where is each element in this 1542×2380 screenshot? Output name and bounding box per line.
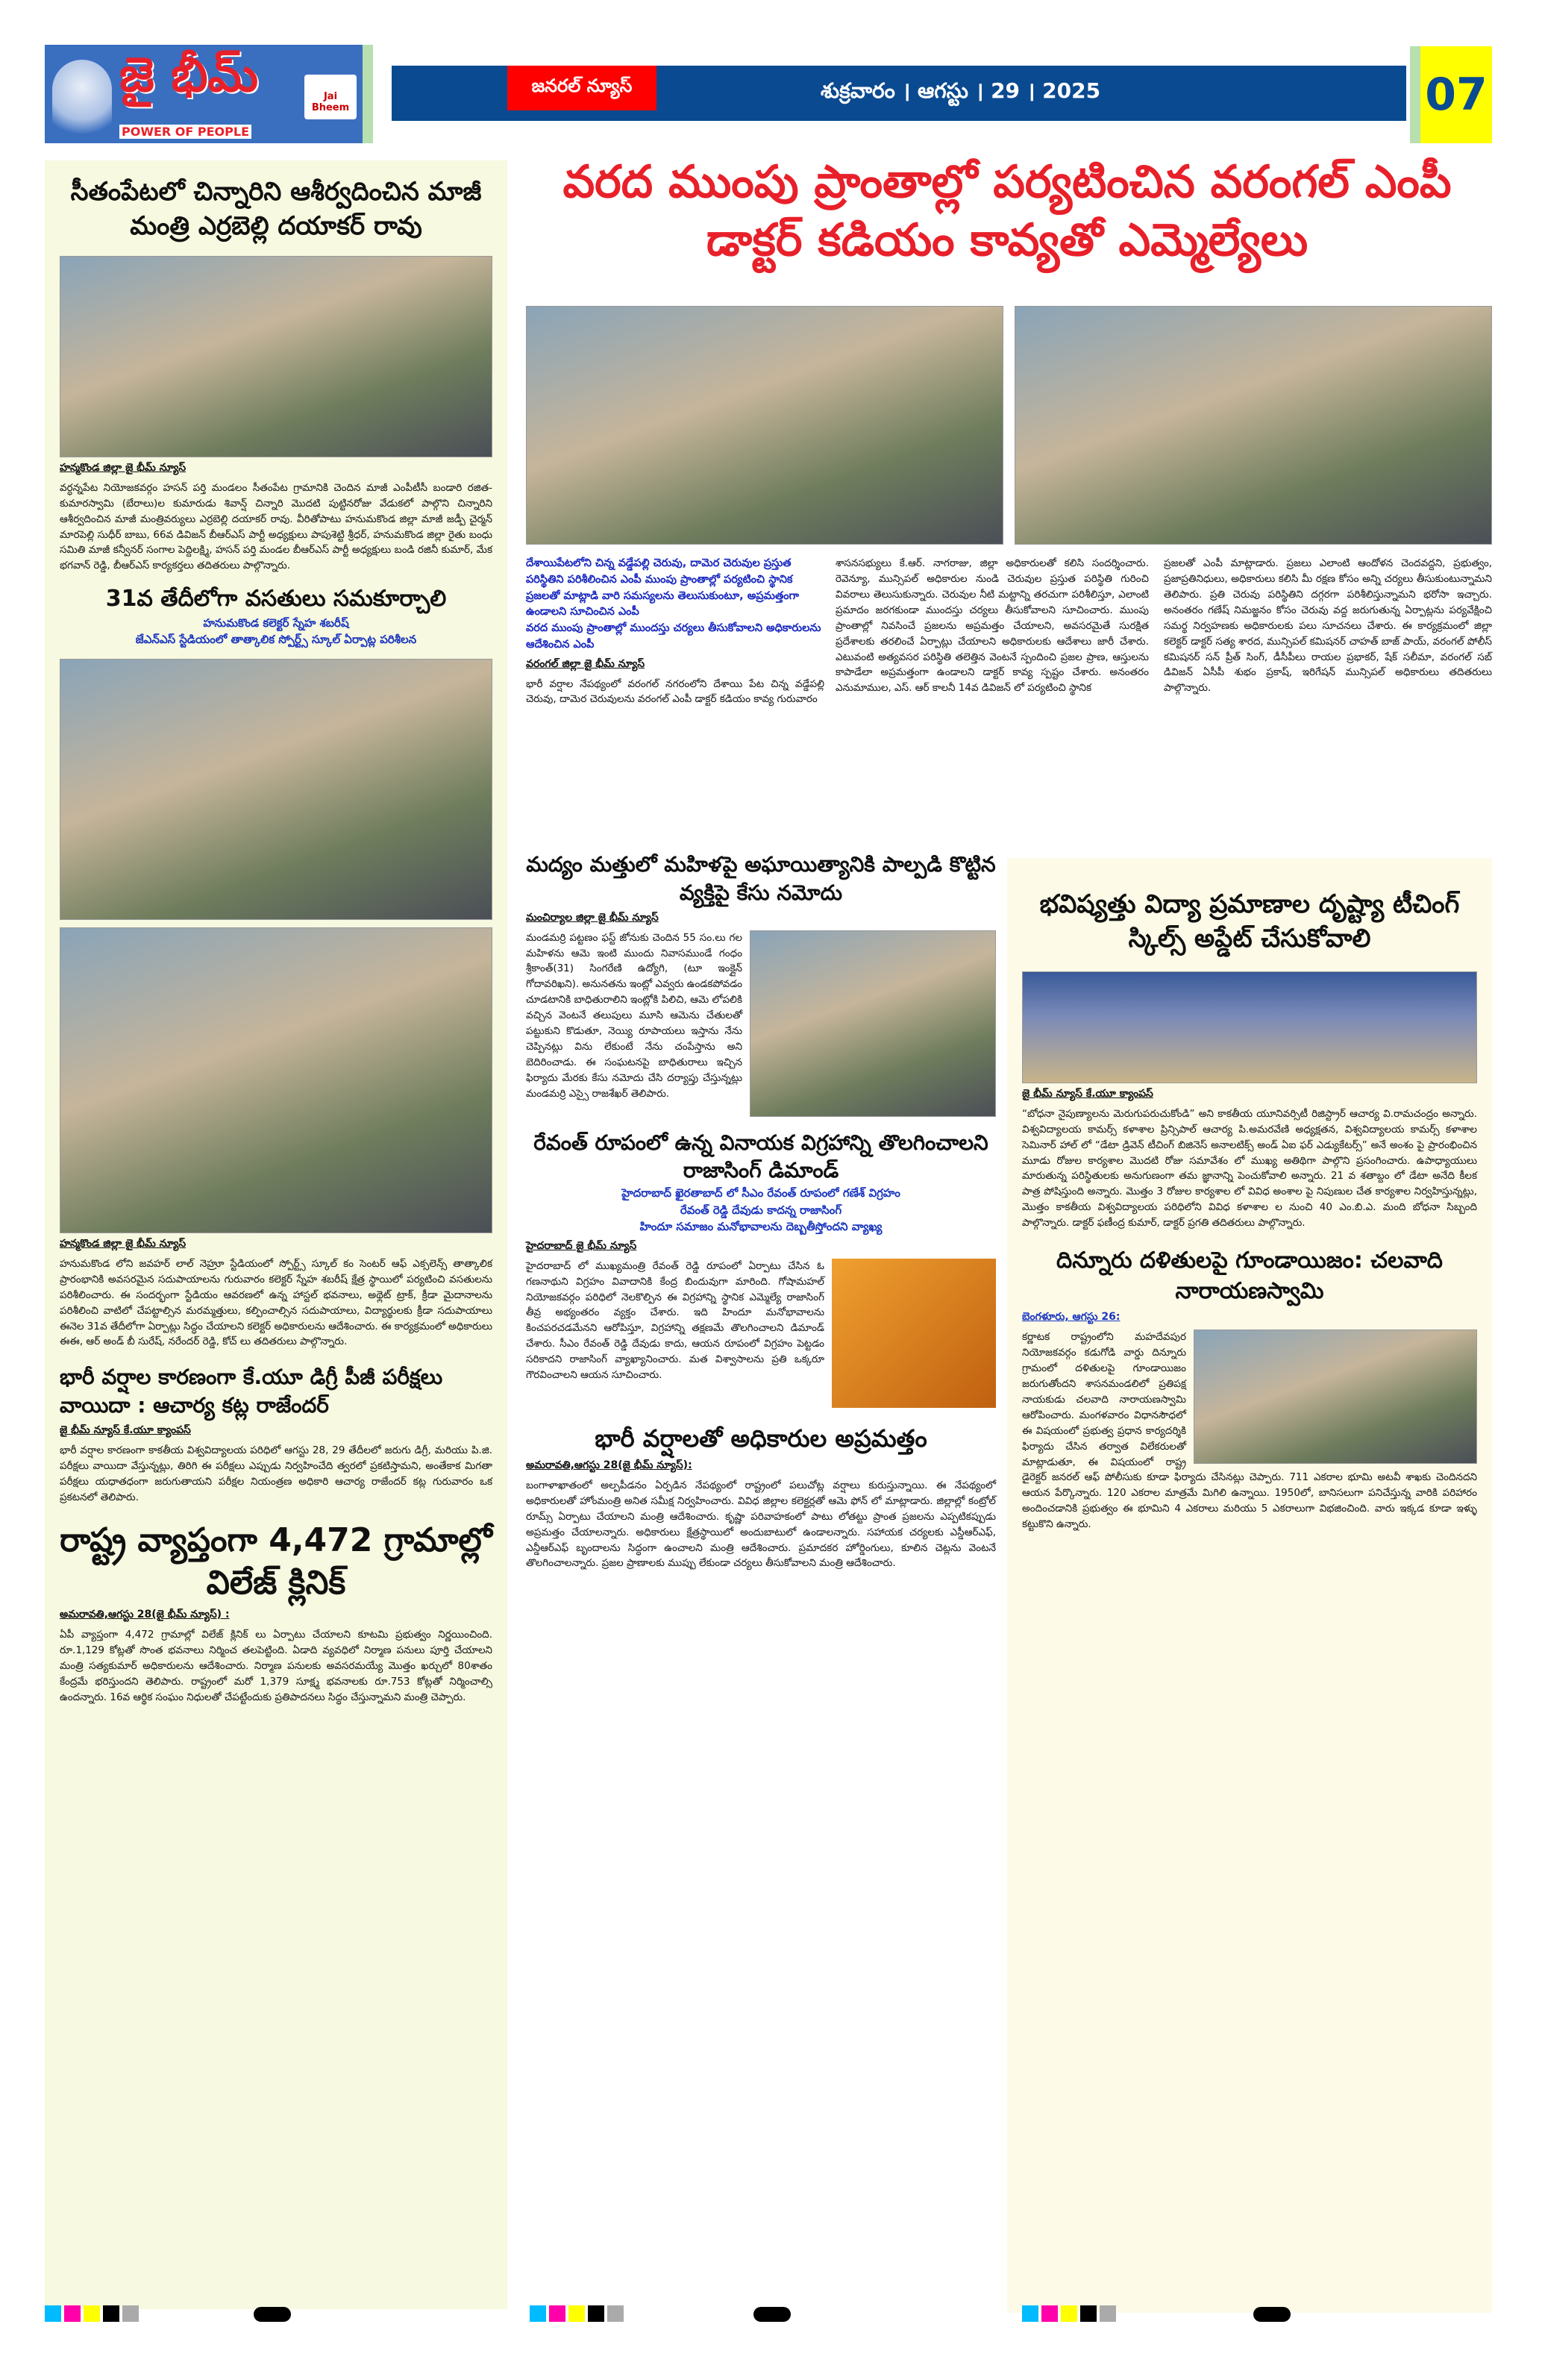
- byline: వరంగల్ జిల్లా జై భీమ్ న్యూస్: [526, 657, 645, 670]
- collector-inspection-photo: [60, 659, 492, 920]
- birthday-photo: [60, 256, 492, 457]
- masthead-logo: [45, 45, 373, 143]
- color-registration-mark: [45, 2305, 139, 2322]
- article-body: మండమర్రి పట్టణం ఫస్ట్ జోనుకు చెందిన 55 సం.లు గల మహిళను ఆమె ఇంటి ముందు నివాసముండే గంధం శ్రీకాంత్(31) సింగరేణి ఉద్యోగి, (టూ ఇంక్లైన్ గోదావరిఖని). అనునతను ఇంట్లో ఎవ్వరు ఉండకపోవడం చూడటానికి బాధితురాలిని ఇంట్లోకి పిలిచి, ఆమె లోపలికి వచ్చిన వెంటనే తలుపులు మూసి ఆమెను చేతులతో పట్టుకుని కొడుతూ, నెయ్యి రూపాయలు ఇస్తాను నేను చెప్పినట్లు విను లేకుంటే నేను చంపేస్తాను అని బెదిరించాడు. ఈ సంఘటనపై బాధితురాలు ఇచ్చిన ఫిర్యాదు మేరకు కేసు నమోదు చేసి దర్యాప్తు చేస్తున్నట్లు మండమర్రి ఎస్సై రాజశేఖర్ తెలిపారు.: [526, 931, 742, 1100]
- logo-badge: Jai Bheem: [304, 75, 357, 119]
- article-headline: రాష్ట్ర వ్యాప్తంగా 4,472 గ్రామాల్లో విలేజ్ క్లినిక్: [60, 1521, 492, 1602]
- subheading: హైదరాబాద్ ఖైరతాబాద్ లో సీఎం రేవంత్ రూపంలో గణేశ్ విగ్రహం: [621, 1186, 900, 1200]
- article-body: ఏపీ వ్యాప్తంగా 4,472 గ్రామాల్లో విలేజ్ క్లినిక్ లు ఏర్పాటు చేయాలని కూటమి ప్రభుత్వం నిర్ణయించింది. రూ.1,129 కోట్లతో సొంత భవనాలు నిర్మించ తలపెట్టింది. ఏడాది వ్యవధిలో నిర్మాణ పనులు పూర్తి చేయాలని మంత్రి సత్యకుమార్ అధికారులను ఆదేశించారు. నిర్మాణ పనులకు అవసరమయ్యే మొత్తం ఖర్చులో 80శాతం కేంద్రమే భరిస్తుందని తెలిపారు. రాష్ట్రంలో మరో 1,379 సూక్ష్మ భవనాలకు రూ.753 కోట్లతో నిర్మించాల్సి ఉందన్నారు. 16వ ఆర్థిక సంఘం నిధులతో చేపట్టేందుకు ప్రతిపాదనలు సిద్ధం చేస్తున్నామని మంత్రి చెప్పారు.: [60, 1629, 492, 1703]
- subheading: హిందూ సమాజం మనోభావాలను దెబ్బతీస్తోందని వ్యాఖ్య: [639, 1220, 883, 1234]
- article-body: బంగాళాఖాతంలో అల్పపీడనం ఏర్పడిన నేపథ్యంలో రాష్ట్రంలో పలుచోట్ల వర్షాలు కురుస్తున్నాయి. ఈ నేపథ్యంలో అధికారులతో హోంమంత్రి అనిత సమీక్ష నిర్వహించారు. వివిధ జిల్లాల కలెక్టర్లతో ఆమె ఫోన్ లో మాట్లాడారు. జిల్లాల్లో కంట్రోల్ రూమ్స్ ఏర్పాటు చేయాలని మంత్రి ఆదేశించారు. కృష్ణా పరివాహకంలో పాటు లోతట్టు ప్రాంత ప్రజలను ఎప్పటికప్పుడు అప్రమత్తం చేయాలన్నారు. అధికారులు క్షేత్రస్థాయిలో అందుబాటులో ఉండాలన్నారు. సహాయక చర్యలకు ఎస్డీఆర్ఎఫ్, ఎన్డీఆర్ఎఫ్ బృందాలను సిద్ధంగా ఉంచాలని మంత్రి ఆదేశించారు. ప్రమాదకర హోర్డింగులు, కూలిన చెట్లను వెంటనే తొలగించాలన్నారు. ప్రజల ప్రాణాలకు ముప్పు లేకుండా చర్యలు తీసుకోవాలని మంత్రి ఆదేశించారు.: [526, 1479, 996, 1570]
- article-headline: సీతంపేటలో చిన్నారిని ఆశీర్వదించిన మాజీ మంత్రి ఎర్రబెల్లి దయాకర్ రావు: [70, 177, 482, 241]
- lead-headline: వరద ముంపు ప్రాంతాల్లో పర్యటించిన వరంగల్ ఎంపీ డాక్టర్ కడియం కావ్యతో ఎమ్మెల్యేలు: [562, 156, 1452, 266]
- lead-deck-2: వరద ముంపు ప్రాంతాల్లో ముందస్తు చర్యలు తీసుకోవాలని అధికారులను ఆదేశించిన ఎంపీ: [526, 622, 821, 651]
- lead-photo-mp-visit: [526, 306, 1003, 545]
- article-body: వర్ధన్నపేట నియోజకవర్గం హసన్ పర్తి మండలం సీతంపేట గ్రామానికి చెందిన మాజీ ఎంపీటీసీ బండారి రజిత-కుమారస్వామి (బేరాలు)ల కుమారుడు శివాన్ష్ చిన్నారి మొదటి పుట్టినరోజు వేడుకలో పాల్గొని చిన్నారిని ఆశీర్వదించిన మాజీ మంత్రివర్యులు ఎర్రబెల్లి దయాకర్ రావు. వీరితోపాటు హనుమకొండ జిల్లా మాజీ జడ్పీ చైర్మన్ మారపెల్లి సుధీర్ బాబు, 66వ డివిజన్ బీఆర్ఎస్ పార్టీ అధ్యక్షులు పాపుశెట్టి శ్రీధర్, హనుమకొండ జిల్లా రైతు బంధు సమితి మాజీ కన్వీనర్ సంగాల పెద్దిలక్ష్మి, హసన్ పర్తి మండల బీఆర్ఎస్ పార్టీ అధ్యక్షులు బండి రజినీ కుమార్, మేక భగవాన్ రెడ్డి, బీఆర్ఎస్ కార్యకర్తలు తదితరులు పాల్గొన్నారు.: [60, 481, 492, 572]
- article-body: కర్ణాటక రాష్ట్రంలోని మహదేవపుర నియోజకవర్గం కడుగోడి వార్డు దిన్నూరు గ్రామంలో దళితులపై గూండాయిజం జరుగుతోందని శాసనమండలిలో ప్రతిపక్ష నాయకుడు చలవాది నారాయణస్వామి ఆరోపించారు. మంగళవారం విధానసౌధలో ఈ విషయంలో ప్రభుత్వ ప్రధాన కార్యదర్శికి ఫిర్యాదు చేసిన తర్వాత విలేకరులతో మాట్లాడుతూ, ఈ విషయంలో రాష్ట్ర డైరెక్టర్ జనరల్ ఆఫ్ పోలీసుకు కూడా ఫిర్యాదు చేసినట్లు చెప్పారు. 711 ఎకరాల భూమి అటవీ శాఖకు చెందినదని ఆయన పేర్కొన్నారు. 120 ఎకరాల మాత్రమే మిగిలి ఉన్నాయి. 1950లో, బానిసలుగా పనిచేస్తున్న వారికి పరిహారం అందించడానికి ప్రభుత్వం ఈ భూమిని 4 ఎకరాలు మరియు 5 ఎకరాలుగా విభజించింది. వారు ఇక్కడ కూడా ఇళ్ళు కట్టుకొని ఉన్నారు.: [1022, 1331, 1477, 1531]
- byline: హైదరాబాద్ జై భీమ్ న్యూస్: [526, 1239, 637, 1252]
- subheading: రేవంత్ రెడ్డి దేవుడు కాదన్న రాజాసింగ్: [680, 1203, 842, 1217]
- color-registration-mark: [530, 2305, 624, 2322]
- article-headline: భవిష్యత్తు విద్యా ప్రమాణాల దృష్ట్యా టీచింగ్ స్కిల్స్ అప్డేట్ చేసుకోవాలి: [1039, 889, 1460, 953]
- page-number: 07: [1410, 46, 1492, 143]
- left-column: [45, 160, 507, 2309]
- lead-col-3: ప్రజలతో ఎంపీ మాట్లాడారు. ప్రజలు ఎలాంటి ఆందోళన చెందవద్దని, ప్రభుత్వం, ప్రజాప్రతినిధులు, అధికారులు కలిసి మీ రక్షణ కోసం అన్ని చర్యలు తీసుకుంటున్నామని తెలిపారు. ప్రతి చెరువు పరిస్థితిని దగ్గరగా పరిశీలిస్తున్నామని భరోసా ఇచ్చారు. అనంతరం గణేష్ నిమజ్జనం కోసం చెరువు వద్ద జరుగుతున్న ఏర్పాట్లను పర్యవేక్షించి సమర్థ నిర్వహణకు అధికారులకు పలు సూచనలు చేశారు. ఈ కార్యక్రమంలో జిల్లా కలెక్టర్ డాక్టర్ సత్య శారద, మున్సిపల్ కమిషనర్ చాహత్ బాజ్ పాయ్, వరంగల్ పోలీస్ కమిషనర్ సన్ ప్రీత్ సింగ్, డీసీపీలు రాయల ప్రభాకర్, షేక్ సలీమా, వరంగల్ సబ్ డివిజన్ ఏసీపీ శుభం ప్రకాష్, ఇరిగేషన్ మున్సిపల్ అధికారులు తదితరులు పాల్గొన్నారు.: [1164, 557, 1492, 695]
- article-headline: మద్యం మత్తులో మహిళపై అఘాయిత్యానికి పాల్పడి కొట్టిన వ్యక్తిపై కేసు నమోదు: [526, 852, 996, 905]
- logo-tagline: POWER OF PEOPLE: [119, 125, 251, 139]
- byline: జై భీమ్ న్యూస్ కే.యూ క్యాంపస్: [1022, 1087, 1153, 1100]
- subheading: హనుమకొండ కలెక్టర్ స్నేహ శబరీష్: [203, 616, 349, 630]
- workshop-photo: [1022, 971, 1477, 1083]
- article-body: “బోధనా నైపుణ్యాలను మెరుగుపరుచుకోండి” అని కాకతీయ యూనివర్సిటీ రిజిస్ట్రార్ ఆచార్య వి.రామచంద్రం అన్నారు. విశ్వవిద్యాలయ కామర్స్ కళాశాల ప్రిన్సిపాల్ ఆచార్య పి.అమరవేణి అధ్యక్షతన, విశ్వవిద్యాలయ కామర్స్ కళాశాల సెమినార్ హాల్ లో “డేటా డ్రివెన్ టీచింగ్ బిజినెస్ అనాలటిక్స్ అండ్ ఏఐ ఫర్ ఎడ్యుకేటర్స్” అనే అంశం పై ప్రారంభించిన మూడు రోజుల కార్యశాల మొదటి రోజు సమావేశం లో ముఖ్య అతిథిగా పాల్గొని ప్రసంగించారు. ఉపాధ్యాయులు మారుతున్న పరిస్థితులకు అనుగుణంగా తమ జ్ఞానాన్ని పెంచుకోవాలి అన్నారు. 21 వ శతాబ్దం లో డేటా అనేది కీలక పాత్ర పోషిస్తుంది అన్నారు. మొత్తం 3 రోజుల కార్యశాల లో వివిధ అంశాల పై నిపుణుల చేత కార్యశాల నిర్వహిస్తున్నట్లు, మొత్తం కాకతీయ విశ్వవిద్యాలయ పరిధిలోని వివిధ కళాశాల ల నుంచి 40 ఎం.బి.ఎ. మంది బోధనా సిబ్బంది పాల్గొన్నారు. డాక్టర్ ఫణీంద్ర కుమార్, డాక్టర్ ప్రగతి తదితరులు పాల్గొన్నారు.: [1022, 1107, 1477, 1230]
- byline: హన్మకొండ జిల్లా జై భీమ్ న్యూస్: [60, 1237, 187, 1250]
- assault-case-photo: [750, 930, 996, 1117]
- byline: అమరావతి,ఆగస్టు 28(జై భీమ్ న్యూస్) :: [60, 1609, 230, 1620]
- logo-title: జై భీమ్: [119, 48, 259, 103]
- raja-singh-photo: [832, 1259, 996, 1408]
- byline: మంచిర్యాల జిల్లా జై భీమ్ న్యూస్: [526, 911, 659, 924]
- stadium-visit-photo: [60, 927, 492, 1233]
- lead-col-1: [526, 556, 824, 707]
- article-body: హనుమకొండ లోని జవహర్ లాల్ నెహ్రూ స్టేడియంలో స్పోర్ట్స్ స్కూల్ కం సెంటర్ ఆఫ్ ఎక్సలెన్స్ తాత్కాలిక ప్రారంభానికి అవసరమైన సదుపాయాలను గురువారం కలెక్టర్ స్నేహ శబరీష్ క్షేత్ర స్థాయిలో పర్యటించి వసతులను పరిశీలించారు. ఈ సందర్భంగా స్టేడియం ఆవరణలో ఉన్న హాస్టల్ భవనాలు, అథ్లెట్ ట్రాక్, క్రీడా మైదానాలను పరిశీలించి వాటిలో చేపట్టాల్సిన మరమ్మత్తులు, కల్పించాల్సిన సదుపాయాలు, విద్యార్థులకు క్రీడా సదుపాయాలు ఈనెల 31వ తేదీలోగా ఏర్పాట్లు సిద్ధం చేయాలని కలెక్టర్ అధికారులను ఆదేశించారు. ఈ కార్యక్రమంలో అధికారులు ఈఈ, ఆర్ అండ్ బీ సురేష్, నరేందర్ రెడ్డి, కోచ్ లు తదితరులు పాల్గొన్నారు.: [60, 1257, 492, 1348]
- registration-oval: [753, 2307, 791, 2322]
- issue-date: శుక్రవారం । ఆగస్టు । 29 । 2025: [821, 78, 1101, 103]
- article-body: హైదరాబాద్ లో ముఖ్యమంత్రి రేవంత్ రెడ్డి రూపంలో ఏర్పాటు చేసిన ఓ గణనాథుని విగ్రహం వివాదానికి కేంద్ర బిందువుగా మారింది. గోషామహల్ నియోజకవర్గం పరిధిలో నెలకొల్పిన ఈ విగ్రహాన్ని స్థానిక ఎమ్మెల్యే రాజాసింగ్ తీవ్ర అభ్యంతరం వ్యక్తం చేశారు. ఇది హిందూ మనోభావాలను కించపరచడమేనని ఆరోపిస్తూ, విగ్రహాన్ని తక్షణమే తొలగించాలని డిమాండ్ చేశారు. సీఎం రేవంత్ రెడ్డి దేవుడు కాదు, ఆయన రూపంలో విగ్రహం పెట్టడం సరికాదని రాజాసింగ్ వ్యాఖ్యానించారు. మత విశ్వాసాలను ప్రతి ఒక్కరూ గౌరవించాలని ఆయన సూచించారు.: [526, 1259, 824, 1382]
- lead-deck: దేశాయిపేటలోని చిన్న వడ్డేపల్లి చెరువు, దామెర చెరువుల ప్రస్తుత పరిస్థితిని పరిశీలించిన ఎంపీ ముంపు ప్రాంతాల్లో పర్యటించి స్థానిక ప్రజలతో మాట్లాడి వారి సమస్యలను తెలుసుకుంటూ, అప్రమత్తంగా ఉండాలని సూచించిన ఎంపీ: [526, 557, 799, 619]
- press-meet-photo: [1194, 1330, 1477, 1464]
- article-headline: రేవంత్ రూపంలో ఉన్న వినాయక విగ్రహాన్ని తొలగించాలని రాజాసింగ్ డిమాండ్: [533, 1130, 988, 1183]
- byline: బెంగళూరు, ఆగస్టు 26:: [1022, 1311, 1121, 1324]
- right-column: [1007, 858, 1492, 2313]
- article-body: భారీ వర్షాల కారణంగా కాకతీయ విశ్వవిద్యాలయ పరిధిలో ఆగస్టు 28, 29 తేదీలలో జరుగు డిగ్రీ, మరియు పి.జి. పరీక్షలు వాయిదా వేస్తున్నట్లు, తిరిగి ఈ పరీక్షలు ఎప్పుడు నిర్వహించేది త్వరలో ప్రకటిస్తామని, అంతేకాక మిగతా పరీక్షలు యధాతధంగా జరుగుతాయని పరీక్షల నియంత్రణ అధికారి ఆచార్య రాజేందర్ కట్ల గురువారం ఒక ప్రకటనలో తెలిపారు.: [60, 1444, 492, 1503]
- article-headline: దిన్నూరు దళితులపై గూండాయిజం: చలవాది నారాయణస్వామి: [1056, 1247, 1443, 1304]
- article-body: భారీ వర్షాల నేపథ్యంలో వరంగల్ నగరంలోని దేశాయి పేట చిన్న వడ్డేపల్లి చెరువు, దామెర చెరువులను వరంగల్ ఎంపీ డాక్టర్ కడియం కావ్య గురువారం: [526, 677, 824, 706]
- byline: జై భీమ్ న్యూస్ కే.యూ క్యాంపస్: [60, 1424, 191, 1436]
- article-headline: భారీ వర్షాల కారణంగా కే.యూ డిగ్రీ పీజీ పరీక్షలు వాయిదా : ఆచార్య కట్ల రాజేందర్: [60, 1365, 443, 1418]
- article-headline: 31వ తేదీలోగా వసతులు సమకూర్చాలి: [105, 586, 447, 613]
- byline: అమరావతి,ఆగస్టు 28(జై భీమ్ న్యూస్):: [526, 1459, 692, 1471]
- lead-photo-officials: [1015, 306, 1492, 545]
- lead-col-2: శాసనసభ్యులు కే.ఆర్. నాగరాజు, జిల్లా అధికారులతో కలిసి సందర్శించారు. రెవెన్యూ, మున్సిపల్ అధికారుల నుండి చెరువుల ప్రస్తుత పరిస్థితి గురించి వివరాలు తెలుసుకున్నారు. చెరువుల నీటి మట్టాన్ని తరచుగా పరిశీలిస్తూ, ఎలాంటి ప్రమాదం జరగకుండా ముందస్తు చర్యలు తీసుకోవాలని సూచించారు. ముంపు ప్రాంతాల్లో నివసించే ప్రజలను అప్రమత్తం చేయాలని, అవసరమైతే సురక్షిత ప్రదేశాలకు తరలించే ఏర్పాట్లు చేయాలని అధికారులకు ఆదేశాలు జారీ చేశారు. ఎటువంటి అత్యవసర పరిస్థితి తలెత్తిన వెంటనే స్పందించి ప్రజల ప్రాణ, ఆస్తులను కాపాడేలా అప్రమత్తంగా ఉండాలని డాక్టర్ కావ్య స్పష్టం చేశారు. అనంతరం ఎనుమాముల, ఎస్. ఆర్ కాలనీ 14వ డివిజన్ లో పర్యటించి స్థానిక: [836, 557, 1149, 695]
- color-registration-mark: [1022, 2305, 1116, 2322]
- byline: హన్మకొండ జిల్లా జై భీమ్ న్యూస్: [60, 461, 187, 474]
- registration-oval: [254, 2307, 291, 2322]
- registration-oval: [1253, 2307, 1291, 2322]
- section-label: జనరల్ న్యూస్: [507, 66, 656, 110]
- ambedkar-portrait-icon: [52, 60, 112, 138]
- article-headline: భారీ వర్షాలతో అధికారుల అప్రమత్తం: [595, 1424, 927, 1453]
- subheading: జేఎన్ఎస్ స్టేడియంలో తాత్కాలిక స్పోర్ట్స్ స్కూల్ ఏర్పాట్ల పరిశీలన: [135, 633, 417, 647]
- middle-column: [526, 851, 996, 1571]
